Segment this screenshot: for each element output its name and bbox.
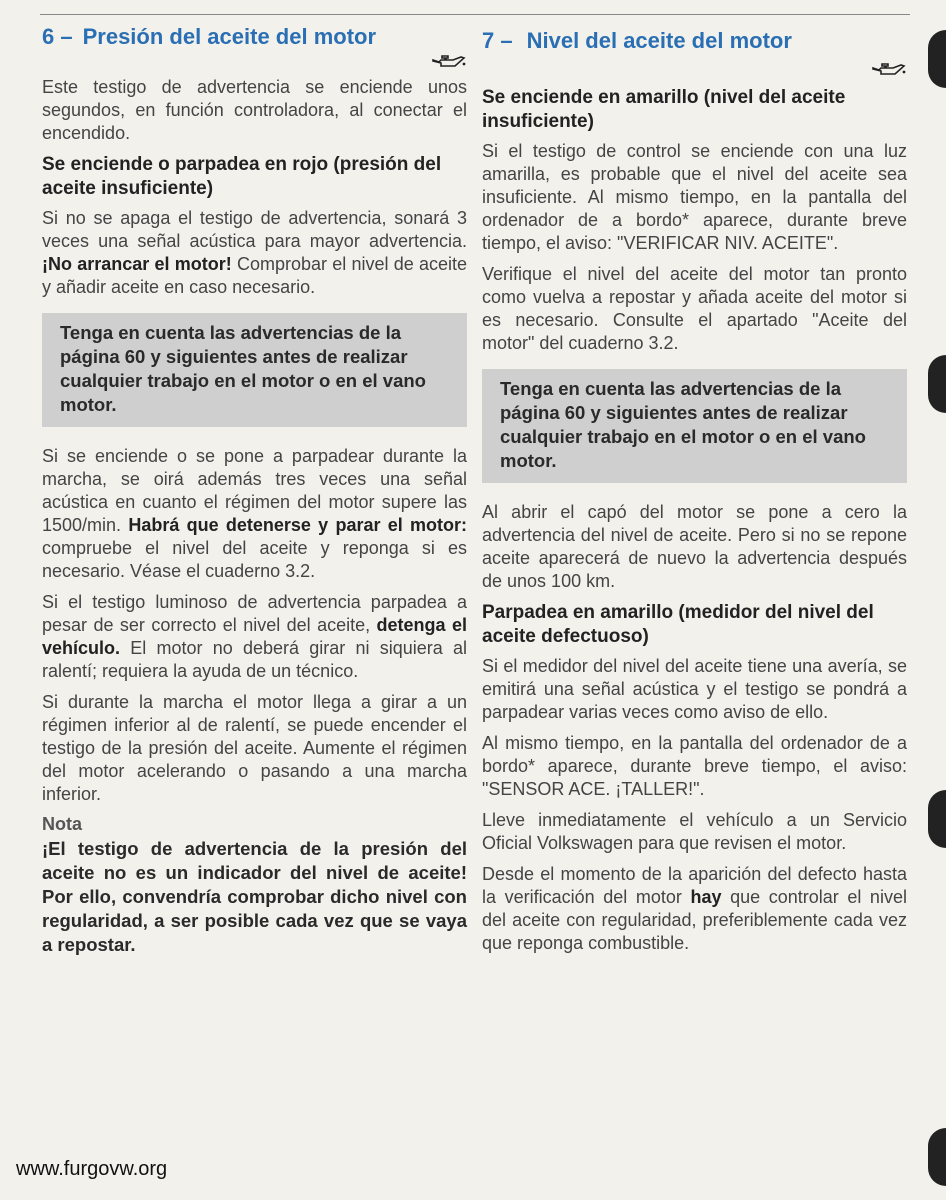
binder-tab: [928, 355, 946, 413]
note-title: Nota: [42, 814, 82, 834]
paragraph-averia: Si el medidor del nivel del aceite tiene una avería, se emitirá una señal acústica y el testigo se pondrá a parpadear varias veces como aviso de ello.: [482, 656, 907, 722]
paragraph-ralenti: Si durante la marcha el motor llega a girar a un régimen inferior al de ralentí, se puede encender el testigo de la presión del aceite. Aumente el régimen del motor acelerando o pasando a una marcha inferior.: [42, 692, 467, 804]
paragraph-text: El motor no deberá girar ni siquiera al ralentí; requiera la ayuda de un técnico.: [42, 638, 467, 681]
paragraph-desde-momento: [482, 863, 907, 955]
subheading-medidor: Parpadea en amarillo (medidor del nivel del aceite defectuoso): [482, 602, 874, 647]
note-body: ¡El testigo de advertencia de la presión del aceite no es un indicador del nivel de aceite! Por ello, convendría comprobar dicho nivel con regularidad, a ser posible cada vez que se vaya a repostar.: [42, 838, 467, 955]
paragraph-text: Desde el momento de la aparición del defecto hasta la verificación del motor: [482, 864, 907, 907]
paragraph-capo: Al abrir el capó del motor se pone a cero la advertencia del nivel de aceite. Pero si no se repone aceite aparecerá de nuevo la advertencia después de unos 100 km.: [482, 502, 907, 591]
paragraph-text: Comprobar el nivel de aceite y añadir aceite en caso necesario.: [42, 254, 467, 297]
paragraph-durante-marcha: [42, 445, 467, 583]
paragraph-text: que controlar el nivel del aceite con regularidad, preferiblemente cada vez que reponga combustible.: [482, 887, 907, 953]
bold-warning-text: Habrá que detenerse y parar el motor:: [128, 515, 467, 535]
section-6-heading: [42, 24, 467, 72]
paragraph-parpadea: [42, 591, 467, 683]
intro-paragraph: Este testigo de advertencia se enciende unos segundos, en función controladora, al conectar el encendido.: [42, 77, 467, 143]
bold-warning-text: ¡No arrancar el motor!: [42, 254, 232, 274]
paragraph-text: Si se enciende o se pone a parpadear durante la marcha, se oirá además tres veces una señal acústica en cuanto el régimen del motor supere las 1500/min.: [42, 446, 467, 535]
paragraph-no-apaga: [42, 207, 467, 299]
paragraph-verifique: Verifique el nivel del aceite del motor tan pronto como vuelva a repostar y añada aceite del motor si es necesario. Consulte el apartado "Aceite del motor" del cuaderno 3.2.: [482, 264, 907, 353]
section-7-heading: [482, 24, 907, 80]
subheading-red: Se enciende o parpadea en rojo (presión del aceite insuficiente): [42, 154, 442, 199]
right-column: [482, 24, 907, 963]
top-rule: [40, 14, 910, 15]
paragraph-pantalla: Al mismo tiempo, en la pantalla del ordenador de a bordo* aparece, durante breve tiempo, el aviso: "SENSOR ACE. ¡TALLER!".: [482, 733, 907, 799]
oil-can-icon: [431, 54, 467, 72]
section-number: 7 –: [482, 28, 513, 53]
binder-tab: [928, 1128, 946, 1186]
footer-watermark-url: www.furgovw.org: [16, 1158, 168, 1180]
subheading-yellow: Se enciende en amarillo (nivel del aceite insuficiente): [482, 87, 846, 132]
section-title: Presión del aceite del motor: [82, 24, 377, 49]
paragraph-testigo-amarillo: Si el testigo de control se enciende con una luz amarilla, es probable que el nivel del aceite sea insuficiente. Al mismo tiempo, en la pantalla del ordenador de a bordo* aparece, durante breve tiempo, el aviso: "VERIFICAR NIV. ACEITE".: [482, 141, 907, 253]
bold-warning-text: detenga el vehículo.: [42, 615, 467, 658]
bold-text: hay: [690, 887, 722, 907]
binder-tab: [928, 30, 946, 88]
oil-can-icon: [871, 62, 907, 80]
left-column: [42, 24, 467, 957]
section-title: Nivel del aceite del motor: [526, 28, 792, 53]
paragraph-text: Si el testigo luminoso de advertencia parpadea a pesar de ser correcto el nivel del aceite,: [42, 592, 467, 635]
paragraph-text: compruebe el nivel del aceite y reponga si es necesario. Véase el cuaderno 3.2.: [42, 538, 467, 581]
section-number: 6 –: [42, 24, 73, 49]
warning-box: Tenga en cuenta las advertencias de la página 60 y siguientes antes de realizar cualquier trabajo en el motor o en el vano motor.: [482, 369, 907, 483]
binder-tab: [928, 790, 946, 848]
paragraph-servicio: Lleve inmediatamente el vehículo a un Servicio Oficial Volkswagen para que revisen el motor.: [482, 810, 907, 853]
warning-box: Tenga en cuenta las advertencias de la página 60 y siguientes antes de realizar cualquier trabajo en el motor o en el vano motor.: [42, 313, 467, 427]
paragraph-text: Si no se apaga el testigo de advertencia, sonará 3 veces una señal acústica para mayor advertencia.: [42, 208, 467, 251]
